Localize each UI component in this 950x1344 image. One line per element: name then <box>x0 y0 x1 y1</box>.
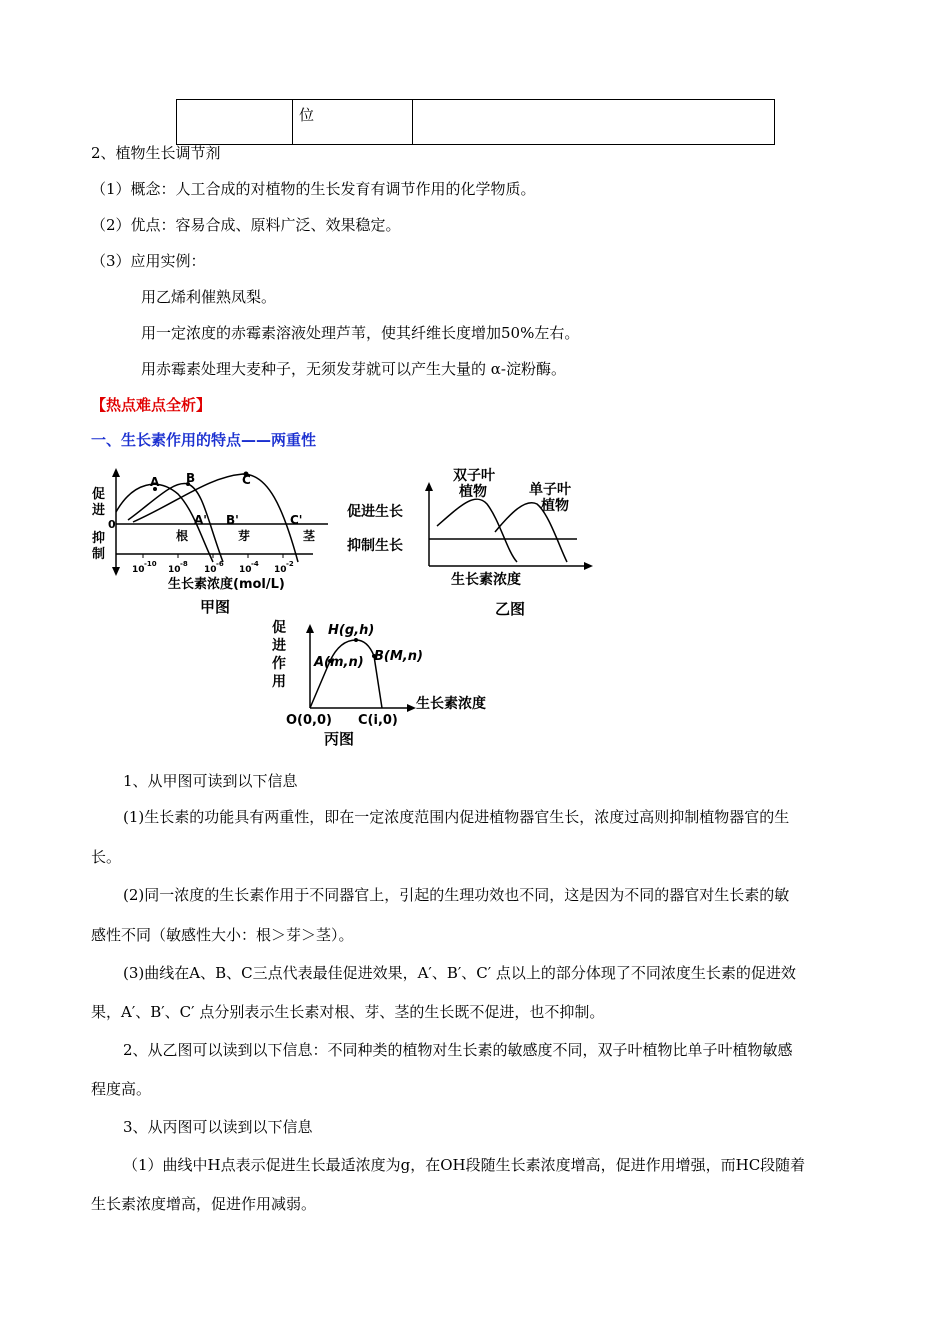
paragraph: （1）概念：人工合成的对植物的生长发育有调节作用的化学物质。 <box>91 180 536 198</box>
paragraph: 2、从乙图可以读到以下信息：不同种类的植物对生长素的敏感度不同，双子叶植物比单子叶植物敏感 <box>123 1041 793 1059</box>
x-axis-label: 生长素浓度 <box>451 572 521 588</box>
paragraph: 果，A′、B′、C′ 点分别表示生长素对根、芽、茎的生长既不促进，也不抑制。 <box>91 1003 605 1021</box>
paragraph: （3）应用实例： <box>91 252 206 270</box>
paragraph: （2）优点：容易合成、原料广泛、效果稳定。 <box>91 216 401 234</box>
x-axis-label: 生长素浓度 <box>416 696 486 712</box>
ylabel-char: 进 <box>272 638 286 654</box>
paragraph: 1、从甲图可读到以下信息 <box>123 772 298 790</box>
table-cell: 位 <box>293 100 413 145</box>
ylabel-char: 促 <box>272 620 286 636</box>
origin-label: O(0,0) <box>286 713 332 728</box>
tick-label: -10 <box>144 560 157 568</box>
label-dicot: 植物 <box>459 484 487 500</box>
section-title: 2、植物生长调节剂 <box>91 144 221 162</box>
point-label: B <box>186 471 196 485</box>
tick-label: -6 <box>216 560 224 568</box>
zero-label: 0 <box>108 518 116 531</box>
tick-label: 10 <box>168 565 181 575</box>
point-H-label: H(g,h) <box>328 623 375 638</box>
tick-label: -4 <box>251 560 259 568</box>
figure-caption: 乙图 <box>495 600 526 618</box>
table-cell <box>177 100 293 145</box>
example-item: 用赤霉素处理大麦种子，无须发芽就可以产生大量的 α-淀粉酶。 <box>141 360 566 378</box>
ylabel-char: 用 <box>272 674 286 690</box>
tick-label: 10 <box>204 565 217 575</box>
figure-caption: 丙图 <box>324 730 355 748</box>
table-cell <box>413 100 775 145</box>
label-monocot: 植物 <box>541 498 569 514</box>
organ-label: 茎 <box>303 529 316 543</box>
ylabel-inhibit: 制 <box>92 547 106 562</box>
point-label: C <box>242 473 251 487</box>
label-inhibit: 抑制生长 <box>347 538 403 554</box>
example-item: 用乙烯利催熟凤梨。 <box>141 288 277 306</box>
ylabel-char: 作 <box>272 656 286 672</box>
tick-label: -8 <box>180 560 188 568</box>
point-label: A' <box>194 513 207 527</box>
tick-label: 10 <box>132 565 145 575</box>
paragraph: 长。 <box>91 848 122 866</box>
paragraph: (1)生长素的功能具有两重性，即在一定浓度范围内促进植物器官生长，浓度过高则抑制植物器官的生 <box>123 808 790 826</box>
analysis-heading: 【热点难点全析】 <box>91 396 212 414</box>
section-heading: 一、生长素作用的特点——两重性 <box>91 431 317 449</box>
label-dicot: 双子叶 <box>453 468 495 484</box>
organ-label: 根 <box>176 529 189 543</box>
paragraph: 3、从丙图可以读到以下信息 <box>123 1118 313 1136</box>
point-label: B' <box>226 513 239 527</box>
paragraph: （1）曲线中H点表示促进生长最适浓度为g，在OH段随生长素浓度增高，促进作用增强，而HC段随着 <box>123 1156 806 1174</box>
organ-label: 芽 <box>238 529 251 543</box>
paragraph: 程度高。 <box>91 1080 152 1098</box>
tick-label: 10 <box>239 565 252 575</box>
example-item: 用一定浓度的赤霉素溶液处理芦苇，使其纤维长度增加50%左右。 <box>141 324 580 342</box>
tick-label: 10 <box>274 565 287 575</box>
paragraph: 感性不同（敏感性大小：根＞芽＞茎）。 <box>91 926 354 944</box>
paragraph: (3)曲线在A、B、C三点代表最佳促进效果，A′、B′、C′ 点以上的部分体现了不同浓度生长素的促进效 <box>123 964 796 982</box>
label-promote: 促进生长 <box>347 504 403 520</box>
point-A-label: A(m,n) <box>314 655 364 670</box>
tick-label: -2 <box>286 560 294 568</box>
paragraph: 生长素浓度增高，促进作用减弱。 <box>91 1195 317 1213</box>
point-label: C' <box>290 513 303 527</box>
figure-yi <box>345 466 595 622</box>
table-fragment <box>176 99 775 145</box>
ylabel-inhibit: 抑 <box>92 531 106 546</box>
ylabel-promote: 进 <box>92 503 106 518</box>
figure-jia <box>88 462 338 622</box>
label-monocot: 单子叶 <box>529 482 571 498</box>
figure-bing <box>270 616 530 750</box>
figure-caption: 甲图 <box>200 598 231 616</box>
paragraph: (2)同一浓度的生长素作用于不同器官上，引起的生理功效也不同，这是因为不同的器官对生长素的敏 <box>123 886 790 904</box>
point-C-label: C(i,0) <box>358 713 398 728</box>
point-label: A <box>150 475 160 489</box>
x-axis-label: 生长素浓度(mol/L) <box>168 577 285 592</box>
point-B-label: B(M,n) <box>374 649 423 664</box>
ylabel-promote: 促 <box>92 487 106 502</box>
